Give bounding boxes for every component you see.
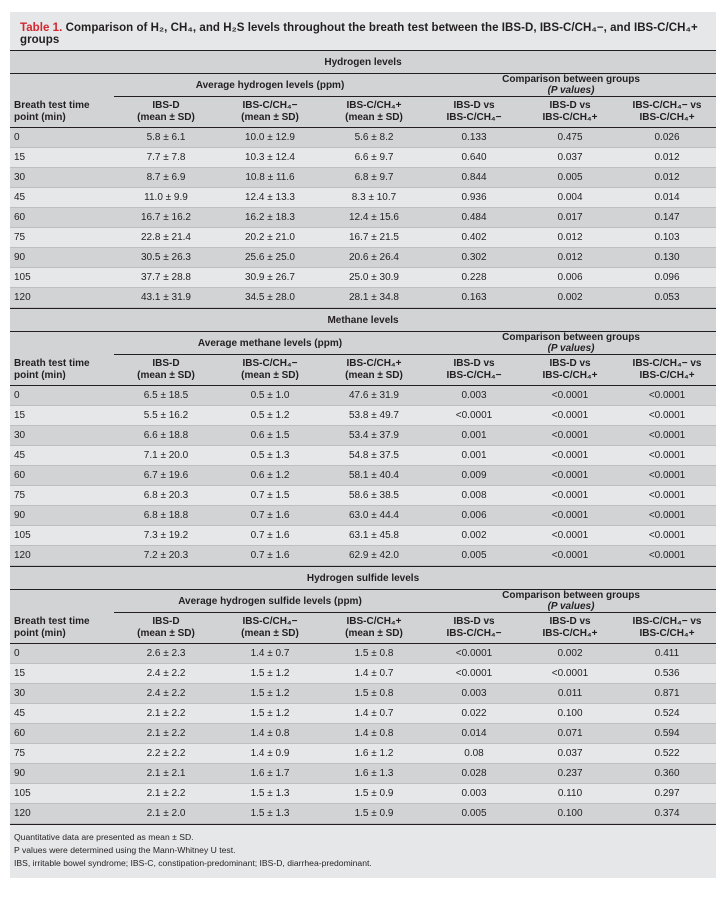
comparison-header-line1: Comparison between groups — [502, 74, 640, 85]
table-cell: <0.0001 — [522, 446, 618, 466]
table-cell: 0.374 — [618, 804, 716, 824]
table-cell: 30 — [10, 426, 114, 446]
table-cell: 0.017 — [522, 208, 618, 228]
table-cell: 90 — [10, 506, 114, 526]
table-cell: 25.6 ± 25.0 — [218, 248, 322, 268]
table-cell: 16.7 ± 21.5 — [322, 228, 426, 248]
table-cell: 0.297 — [618, 784, 716, 804]
table-cell: 0.003 — [426, 784, 522, 804]
table-row — [10, 288, 716, 308]
table-cell: 0.360 — [618, 764, 716, 784]
comparison-header — [426, 590, 716, 613]
table-cell: 0.594 — [618, 724, 716, 744]
table-cell: 0.7 ± 1.6 — [218, 526, 322, 546]
table-cell: 1.5 ± 0.8 — [322, 644, 426, 664]
table-row — [10, 188, 716, 208]
table-cell: 1.4 ± 0.8 — [322, 724, 426, 744]
table-footnotes — [10, 824, 716, 878]
table-cell: 0.012 — [618, 148, 716, 168]
column-header-c2: IBS-C/CH₄− (mean ± SD) — [218, 97, 322, 128]
table-caption: Comparison of H₂, CH₄, and H₂S levels throughout the breath test between the IBS-D, IBS-C/CH₄−, and IBS-C/CH₄+ groups — [20, 22, 698, 46]
table-row — [10, 684, 716, 704]
table-cell: <0.0001 — [522, 386, 618, 406]
table-cell: 0.005 — [522, 168, 618, 188]
table-cell: 0.133 — [426, 128, 522, 148]
table-cell: 16.7 ± 16.2 — [114, 208, 218, 228]
table-cell: 0.6 ± 1.5 — [218, 426, 322, 446]
table-cell: 0.524 — [618, 704, 716, 724]
table-cell: 0.001 — [426, 446, 522, 466]
table-cell: 15 — [10, 148, 114, 168]
table-cell: 0.100 — [522, 704, 618, 724]
table-row — [10, 426, 716, 446]
table-cell: 0.005 — [426, 546, 522, 566]
table-cell: 60 — [10, 466, 114, 486]
table-cell: 10.8 ± 11.6 — [218, 168, 322, 188]
table-cell: 37.7 ± 28.8 — [114, 268, 218, 288]
table-cell: 75 — [10, 486, 114, 506]
table-cell: 5.6 ± 8.2 — [322, 128, 426, 148]
table-cell: <0.0001 — [522, 664, 618, 684]
column-header-p3: IBS-C/CH₄− vs IBS-C/CH₄+ — [618, 355, 716, 386]
table-cell: <0.0001 — [522, 506, 618, 526]
table-cell: <0.0001 — [618, 546, 716, 566]
table-cell: 1.4 ± 0.7 — [218, 644, 322, 664]
table-cell: 15 — [10, 664, 114, 684]
table-cell: 60 — [10, 208, 114, 228]
table-cell: 120 — [10, 804, 114, 824]
table-cell: 63.1 ± 45.8 — [322, 526, 426, 546]
table-cell: 8.3 ± 10.7 — [322, 188, 426, 208]
table-cell: 0.5 ± 1.2 — [218, 406, 322, 426]
table-cell: 0.522 — [618, 744, 716, 764]
table-cell: 0.071 — [522, 724, 618, 744]
table-cell: 1.5 ± 0.9 — [322, 784, 426, 804]
column-header-c2: IBS-C/CH₄− (mean ± SD) — [218, 355, 322, 386]
comparison-header-line2: (P values) — [547, 601, 595, 612]
table-cell: <0.0001 — [522, 466, 618, 486]
table-cell: 16.2 ± 18.3 — [218, 208, 322, 228]
table-cell: 0.014 — [618, 188, 716, 208]
table-row — [10, 386, 716, 406]
table-cell: 0.484 — [426, 208, 522, 228]
table-row — [10, 208, 716, 228]
table-row — [10, 546, 716, 566]
column-header-time: Breath test time point (min) — [10, 355, 114, 386]
table-cell: 1.6 ± 1.7 — [218, 764, 322, 784]
table-cell: 0.103 — [618, 228, 716, 248]
table-cell: 75 — [10, 228, 114, 248]
table-cell: 0.130 — [618, 248, 716, 268]
table-cell: 60 — [10, 724, 114, 744]
table-cell: 0.008 — [426, 486, 522, 506]
table-cell: 0.012 — [522, 248, 618, 268]
column-header-p2: IBS-D vs IBS-C/CH₄+ — [522, 613, 618, 644]
table-cell: 0.026 — [618, 128, 716, 148]
table-cell: 0.7 ± 1.6 — [218, 506, 322, 526]
table-cell: 0.147 — [618, 208, 716, 228]
table-cell: 1.4 ± 0.9 — [218, 744, 322, 764]
table-cell: 1.5 ± 0.8 — [322, 684, 426, 704]
table-row — [10, 724, 716, 744]
column-header-p3: IBS-C/CH₄− vs IBS-C/CH₄+ — [618, 613, 716, 644]
table-cell: 53.4 ± 37.9 — [322, 426, 426, 446]
table-cell: 2.1 ± 2.1 — [114, 764, 218, 784]
column-header-p3: IBS-C/CH₄− vs IBS-C/CH₄+ — [618, 97, 716, 128]
column-header-c1: IBS-D (mean ± SD) — [114, 613, 218, 644]
column-header-c1: IBS-D (mean ± SD) — [114, 97, 218, 128]
table-cell: 2.1 ± 2.2 — [114, 784, 218, 804]
table-title — [10, 12, 716, 50]
table-cell: 0.001 — [426, 426, 522, 446]
table-cell: 0.011 — [522, 684, 618, 704]
section-table — [10, 566, 716, 824]
table-cell: 6.8 ± 20.3 — [114, 486, 218, 506]
table-cell: 1.4 ± 0.8 — [218, 724, 322, 744]
table-cell: 45 — [10, 188, 114, 208]
table-label: Table 1. — [20, 22, 63, 34]
table-cell: 0.7 ± 1.5 — [218, 486, 322, 506]
table-cell: 0.022 — [426, 704, 522, 724]
table-row — [10, 744, 716, 764]
table-cell: 0 — [10, 386, 114, 406]
table-row — [10, 704, 716, 724]
table-cell: 0.228 — [426, 268, 522, 288]
table-cell: 0.402 — [426, 228, 522, 248]
table-cell: 5.8 ± 6.1 — [114, 128, 218, 148]
table-row — [10, 486, 716, 506]
table-cell: 0.002 — [522, 288, 618, 308]
table-cell: 0.014 — [426, 724, 522, 744]
table-cell: 6.8 ± 18.8 — [114, 506, 218, 526]
table-cell: 30 — [10, 168, 114, 188]
column-header-time: Breath test time point (min) — [10, 613, 114, 644]
table-cell: 7.1 ± 20.0 — [114, 446, 218, 466]
table-cell: 0.411 — [618, 644, 716, 664]
table-cell: 0.028 — [426, 764, 522, 784]
table-row — [10, 406, 716, 426]
table-cell: 1.6 ± 1.2 — [322, 744, 426, 764]
table-cell: <0.0001 — [618, 446, 716, 466]
table-cell: 2.4 ± 2.2 — [114, 664, 218, 684]
table-row — [10, 466, 716, 486]
table-cell: 2.2 ± 2.2 — [114, 744, 218, 764]
column-header-c3: IBS-C/CH₄+ (mean ± SD) — [322, 97, 426, 128]
table-cell: 7.7 ± 7.8 — [114, 148, 218, 168]
table-cell: 1.5 ± 1.3 — [218, 804, 322, 824]
table-cell: 2.1 ± 2.2 — [114, 724, 218, 744]
average-levels-header: Average methane levels (ppm) — [114, 332, 426, 355]
table-cell: <0.0001 — [522, 546, 618, 566]
table-cell: 0.936 — [426, 188, 522, 208]
table-cell: <0.0001 — [522, 406, 618, 426]
table-cell: 0.08 — [426, 744, 522, 764]
table-cell: 1.4 ± 0.7 — [322, 704, 426, 724]
table-cell: 0.096 — [618, 268, 716, 288]
table-cell: 43.1 ± 31.9 — [114, 288, 218, 308]
column-header-p1: IBS-D vs IBS-C/CH₄− — [426, 97, 522, 128]
table-cell: 7.3 ± 19.2 — [114, 526, 218, 546]
section-table — [10, 50, 716, 308]
table-cell: 30 — [10, 684, 114, 704]
table-cell: 0.003 — [426, 684, 522, 704]
table-cell: 12.4 ± 15.6 — [322, 208, 426, 228]
table-cell: 1.5 ± 1.2 — [218, 664, 322, 684]
table-row — [10, 506, 716, 526]
column-header-c3: IBS-C/CH₄+ (mean ± SD) — [322, 355, 426, 386]
table-cell: 1.5 ± 1.2 — [218, 684, 322, 704]
table-cell: 54.8 ± 37.5 — [322, 446, 426, 466]
section-title: Hydrogen sulfide levels — [10, 567, 716, 590]
table-cell: 2.6 ± 2.3 — [114, 644, 218, 664]
table-row — [10, 148, 716, 168]
table-cell: 6.6 ± 18.8 — [114, 426, 218, 446]
table-cell: 25.0 ± 30.9 — [322, 268, 426, 288]
average-levels-header: Average hydrogen levels (ppm) — [114, 74, 426, 97]
column-header-c2: IBS-C/CH₄− (mean ± SD) — [218, 613, 322, 644]
table-cell: <0.0001 — [618, 406, 716, 426]
footnote-p-values: P values were determined using the Mann-Whitney U test. — [14, 845, 236, 855]
table-cell: 10.3 ± 12.4 — [218, 148, 322, 168]
table-cell: 6.8 ± 9.7 — [322, 168, 426, 188]
table-cell: 20.2 ± 21.0 — [218, 228, 322, 248]
table-cell: <0.0001 — [426, 644, 522, 664]
comparison-header — [426, 332, 716, 355]
table-cell: <0.0001 — [522, 526, 618, 546]
table-cell: 0.006 — [426, 506, 522, 526]
table-cell: 105 — [10, 784, 114, 804]
table-cell: 63.0 ± 44.4 — [322, 506, 426, 526]
table-cell: 0.536 — [618, 664, 716, 684]
table-cell: 0.004 — [522, 188, 618, 208]
column-header-time: Breath test time point (min) — [10, 97, 114, 128]
table-cell: 0.053 — [618, 288, 716, 308]
table-cell: 0.163 — [426, 288, 522, 308]
table-cell: 1.5 ± 1.2 — [218, 704, 322, 724]
comparison-header — [426, 74, 716, 97]
table-cell: 120 — [10, 288, 114, 308]
table-cell: 1.4 ± 0.7 — [322, 664, 426, 684]
table-cell: 1.6 ± 1.3 — [322, 764, 426, 784]
table-cell: 90 — [10, 248, 114, 268]
table-row — [10, 526, 716, 546]
table-row — [10, 248, 716, 268]
column-header-c1: IBS-D (mean ± SD) — [114, 355, 218, 386]
section-title: Hydrogen levels — [10, 51, 716, 74]
table-row — [10, 764, 716, 784]
table-cell: 0.110 — [522, 784, 618, 804]
table-cell: 75 — [10, 744, 114, 764]
table-cell: 105 — [10, 526, 114, 546]
table-cell: 105 — [10, 268, 114, 288]
table-cell: 0 — [10, 128, 114, 148]
comparison-header-line1: Comparison between groups — [502, 590, 640, 601]
table-cell: 0.002 — [522, 644, 618, 664]
table-row — [10, 168, 716, 188]
table-cell: 0.003 — [426, 386, 522, 406]
table-cell: 0.037 — [522, 148, 618, 168]
comparison-header-line2: (P values) — [547, 85, 595, 96]
table-row — [10, 664, 716, 684]
table-cell: 58.1 ± 40.4 — [322, 466, 426, 486]
table-cell: 11.0 ± 9.9 — [114, 188, 218, 208]
table-cell: <0.0001 — [618, 426, 716, 446]
table-cell: <0.0001 — [618, 486, 716, 506]
table-cell: <0.0001 — [426, 406, 522, 426]
table-cell: 8.7 ± 6.9 — [114, 168, 218, 188]
table-cell: <0.0001 — [426, 664, 522, 684]
table-cell: 34.5 ± 28.0 — [218, 288, 322, 308]
table-cell: 45 — [10, 704, 114, 724]
table-cell: 1.5 ± 1.3 — [218, 784, 322, 804]
table-row — [10, 644, 716, 664]
column-header-c3: IBS-C/CH₄+ (mean ± SD) — [322, 613, 426, 644]
footnote-data-format: Quantitative data are presented as mean ± SD. — [14, 832, 194, 842]
table-cell: 47.6 ± 31.9 — [322, 386, 426, 406]
table-row — [10, 784, 716, 804]
column-header-p2: IBS-D vs IBS-C/CH₄+ — [522, 97, 618, 128]
column-header-p1: IBS-D vs IBS-C/CH₄− — [426, 355, 522, 386]
table-row — [10, 268, 716, 288]
table-cell: <0.0001 — [618, 506, 716, 526]
table-cell: 2.1 ± 2.2 — [114, 704, 218, 724]
table-cell: 0.006 — [522, 268, 618, 288]
column-header-p1: IBS-D vs IBS-C/CH₄− — [426, 613, 522, 644]
table-cell: 120 — [10, 546, 114, 566]
comparison-header-line2: (P values) — [547, 343, 595, 354]
table-cell: 0.475 — [522, 128, 618, 148]
column-header-p2: IBS-D vs IBS-C/CH₄+ — [522, 355, 618, 386]
table-cell: 5.5 ± 16.2 — [114, 406, 218, 426]
table-cell: 20.6 ± 26.4 — [322, 248, 426, 268]
table-cell: 30.9 ± 26.7 — [218, 268, 322, 288]
table-cell: 2.4 ± 2.2 — [114, 684, 218, 704]
table-cell: 0.009 — [426, 466, 522, 486]
table-row — [10, 128, 716, 148]
table-cell: 0.302 — [426, 248, 522, 268]
table-cell: 0 — [10, 644, 114, 664]
table-cell: 0.640 — [426, 148, 522, 168]
table-cell: 0.100 — [522, 804, 618, 824]
footnote-abbreviations: IBS, irritable bowel syndrome; IBS-C, constipation-predominant; IBS-D, diarrhea-predominant. — [14, 858, 372, 868]
table-cell: 0.237 — [522, 764, 618, 784]
table-cell: 0.5 ± 1.3 — [218, 446, 322, 466]
table-cell: 0.6 ± 1.2 — [218, 466, 322, 486]
table-cell: 0.012 — [522, 228, 618, 248]
table-cell: 6.6 ± 9.7 — [322, 148, 426, 168]
table-cell: 0.005 — [426, 804, 522, 824]
table-cell: 28.1 ± 34.8 — [322, 288, 426, 308]
table-cell: <0.0001 — [618, 386, 716, 406]
table-cell: 12.4 ± 13.3 — [218, 188, 322, 208]
table-cell: 0.844 — [426, 168, 522, 188]
table-cell: 0.037 — [522, 744, 618, 764]
table-cell: 6.5 ± 18.5 — [114, 386, 218, 406]
table-cell: 1.5 ± 0.9 — [322, 804, 426, 824]
table-cell: 0.871 — [618, 684, 716, 704]
table-cell: <0.0001 — [522, 486, 618, 506]
section-table — [10, 308, 716, 566]
table-cell: 10.0 ± 12.9 — [218, 128, 322, 148]
table-cell: 0.5 ± 1.0 — [218, 386, 322, 406]
comparison-header-line1: Comparison between groups — [502, 332, 640, 343]
table-cell: 7.2 ± 20.3 — [114, 546, 218, 566]
table-cell: <0.0001 — [522, 426, 618, 446]
table-cell: 0.7 ± 1.6 — [218, 546, 322, 566]
table-cell: 15 — [10, 406, 114, 426]
table-container — [10, 12, 716, 878]
table-row — [10, 446, 716, 466]
table-cell: 62.9 ± 42.0 — [322, 546, 426, 566]
table-cell: 6.7 ± 19.6 — [114, 466, 218, 486]
table-cell: 22.8 ± 21.4 — [114, 228, 218, 248]
table-cell: <0.0001 — [618, 466, 716, 486]
table-row — [10, 804, 716, 824]
table-cell: 45 — [10, 446, 114, 466]
table-cell: 0.002 — [426, 526, 522, 546]
table-cell: 90 — [10, 764, 114, 784]
table-row — [10, 228, 716, 248]
section-title: Methane levels — [10, 309, 716, 332]
table-cell: 0.012 — [618, 168, 716, 188]
table-cell: 53.8 ± 49.7 — [322, 406, 426, 426]
table-cell: 30.5 ± 26.3 — [114, 248, 218, 268]
table-cell: <0.0001 — [618, 526, 716, 546]
table-cell: 2.1 ± 2.0 — [114, 804, 218, 824]
table-cell: 58.6 ± 38.5 — [322, 486, 426, 506]
average-levels-header: Average hydrogen sulfide levels (ppm) — [114, 590, 426, 613]
table-sections — [10, 50, 716, 824]
